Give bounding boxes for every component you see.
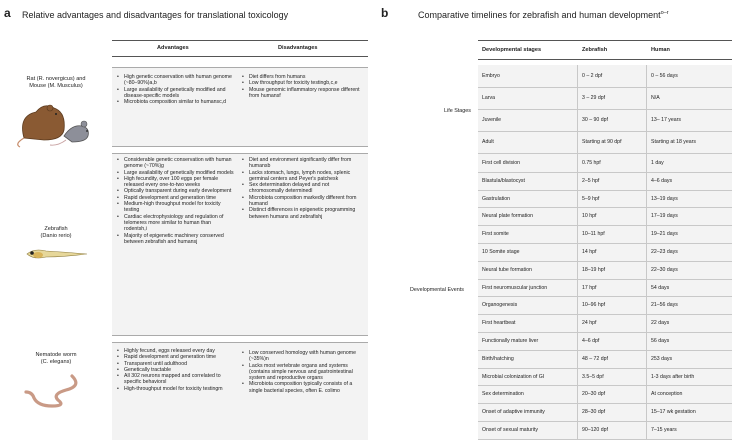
rodent-label: Rat (R. novergicus) and Mouse (M. Musculus) — [26, 76, 86, 89]
table-cell-human: 7–15 years — [651, 426, 677, 433]
list-item: • Microbiota composition similar to humansc,d — [117, 99, 235, 105]
table-row-divider — [478, 368, 732, 369]
table-cell-stage: Neural tube formation — [482, 266, 532, 273]
panel-b-header-rule — [478, 59, 732, 60]
table-row-divider — [478, 421, 732, 422]
table-row-divider — [478, 332, 732, 333]
list-item: • High fecundity, over 100 eggs per female released every one-to-two weeks — [117, 176, 235, 189]
table-cell-human: Starting at 18 years — [651, 139, 696, 145]
table-row-divider — [478, 314, 732, 315]
zebrafish-larva-illustration — [24, 246, 90, 262]
table-row-divider — [478, 261, 732, 262]
table-cell-human: 56 days — [651, 337, 670, 344]
table-cell-zebrafish: 10 hpf — [582, 213, 597, 220]
table-cell-human: 54 days — [651, 284, 670, 291]
list-item: • All 302 neurons mapped and correlated to specific behaviorsl — [117, 373, 235, 386]
panel-b-top-rule — [478, 40, 732, 41]
table-cell-stage: Embryo — [482, 73, 500, 79]
list-item: • Diet differs from humans — [242, 74, 364, 80]
table-row-divider — [478, 87, 732, 88]
table-cell-stage: Functionally mature liver — [482, 337, 539, 344]
list-item: • Low throughput for toxicity testingb,c,e — [242, 80, 364, 86]
table-cell-stage: First cell division — [482, 159, 521, 166]
list-item: • Considerable genetic conservation with human genome (~70%)g — [117, 157, 235, 170]
table-cell-human: 0 – 56 days — [651, 73, 678, 79]
table-cell-zebrafish: 48 – 72 dpf — [582, 355, 608, 362]
table-row-divider — [478, 172, 732, 173]
list-item: • Rapid development and generation time — [117, 195, 235, 201]
table-cell-human: 21–56 days — [651, 302, 678, 309]
table-cell-human: 22–30 days — [651, 266, 678, 273]
zebrafish-label: Zebrafish (Danio rerio) — [40, 226, 72, 239]
panel-a-header-rule — [112, 56, 368, 57]
table-cell-zebrafish: 28–30 dpf — [582, 409, 606, 416]
zebrafish-advantages-list — [117, 157, 235, 245]
table-row-divider — [478, 385, 732, 386]
table-cell-zebrafish: 20–30 dpf — [582, 391, 606, 398]
list-item: • Lacks stomach, lungs, lymph nodes, splenic germinal centers and Peyer's patchesk — [242, 170, 364, 183]
table-row-divider — [478, 225, 732, 226]
table-cell-human: 13–19 days — [651, 195, 678, 202]
life-stages-label: Life Stages — [444, 108, 471, 114]
table-row-divider — [478, 439, 732, 440]
list-item: • Low conserved homology with human genome (~35%)n — [242, 350, 364, 363]
table-cell-zebrafish: 2–5 hpf — [582, 177, 600, 184]
table-cell-stage: Adult — [482, 139, 494, 145]
table-cell-human: 22 days — [651, 320, 670, 327]
table-cell-human: At conception — [651, 391, 683, 398]
table-cell-human: 15–17 wk gestation — [651, 409, 696, 416]
list-item: • Rapid development and generation time — [117, 354, 235, 360]
table-cell-stage: Neural plate formation — [482, 213, 534, 220]
table-cell-human: 19–21 days — [651, 231, 678, 238]
table-cell-zebrafish: 14 hpf — [582, 248, 597, 255]
list-item: • Medium-high throughput model for toxicity testing — [117, 201, 235, 214]
list-item: • Large availability of genetically modified models — [117, 170, 235, 176]
table-row-divider — [478, 109, 732, 110]
table-cell-stage: Organogenesis — [482, 302, 518, 309]
developmental-events-label: Developmental Events — [410, 287, 464, 293]
zebrafish-disadvantages-list — [242, 157, 364, 220]
table-cell-human: N/A — [651, 95, 660, 101]
table-cell-zebrafish: 24 hpf — [582, 320, 597, 327]
table-cell-stage: Onset of adaptive immunity — [482, 409, 545, 416]
list-item: • Optically transparent during early development — [117, 188, 235, 194]
stage-header: Developmental stages — [482, 47, 542, 53]
table-cell-zebrafish: 0 – 2 dpf — [582, 73, 603, 79]
table-cell-stage: First somite — [482, 231, 509, 238]
list-item: • Microbiota composition typically consists of a single bacterial species, often E. colimo — [242, 381, 364, 394]
list-item: • Microbiota composition markedly different from humand — [242, 195, 364, 208]
table-cell-zebrafish: 30 – 90 dpf — [582, 117, 608, 123]
table-cell-zebrafish: 18–19 hpf — [582, 266, 606, 273]
list-item: • Mouse genomic inflammatory response different from humansf — [242, 87, 364, 100]
list-item: • Sex determination delayed and not chromosomally determinedl — [242, 182, 364, 195]
table-row-divider — [478, 190, 732, 191]
list-item: • Large availability of genetically modified and disease-specific models — [117, 87, 235, 100]
table-cell-stage: Sex determination — [482, 391, 524, 398]
life-stages-block — [478, 65, 732, 153]
nematode-advantages-list — [117, 348, 235, 392]
advantages-header: Advantages — [157, 45, 189, 51]
table-cell-human: 1 day — [651, 159, 664, 166]
table-row-divider — [478, 131, 732, 132]
table-cell-zebrafish: 10–11 hpf — [582, 231, 605, 238]
table-cell-zebrafish: 5–9 hpf — [582, 195, 600, 202]
list-item: • Cardiac electrophysiology and regulation of telomeres more similar to human than rodentsh,i — [117, 214, 235, 233]
panel-a-letter: a — [4, 6, 11, 20]
table-cell-stage: Microbial colonization of GI — [482, 373, 545, 380]
panel-a-top-rule — [112, 40, 368, 41]
panel-a-title: Relative advantages and disadvantages for translational toxicology — [22, 10, 289, 20]
table-cell-zebrafish: Starting at 90 dpf — [582, 139, 622, 145]
list-item: • Transparent until adulthood — [117, 361, 235, 367]
table-cell-zebrafish: 4–6 dpf — [582, 337, 600, 344]
developmental-events-block — [478, 154, 732, 442]
list-item: • High genetic conservation with human genome (~80–90%)a,b — [117, 74, 235, 87]
list-item: • High-throughput model for toxicity testingm — [117, 386, 235, 392]
list-item: • Majority of epigenetic machinery conserved between zebrafish and humansj — [117, 233, 235, 246]
nematode-label: Nematode worm (C. elegans) — [35, 352, 77, 365]
table-cell-human: 253 days — [651, 355, 673, 362]
table-row-divider — [478, 279, 732, 280]
table-cell-human: 17–19 days — [651, 213, 678, 220]
table-cell-human: 1-3 days after birth — [651, 373, 695, 380]
table-cell-zebrafish: 17 hpf — [582, 284, 597, 291]
table-cell-stage: First neuromuscular junction — [482, 284, 548, 291]
table-cell-zebrafish: 3.5–5 dpf — [582, 373, 604, 380]
table-cell-stage: Onset of sexual maturity — [482, 426, 538, 433]
table-cell-stage: Gastrulation — [482, 195, 510, 202]
table-cell-zebrafish: 90–120 dpf — [582, 426, 608, 433]
table-cell-stage: Larva — [482, 95, 495, 101]
panel-b-title: Comparative timelines for zebrafish and human development$^{o-r}$ — [418, 10, 669, 20]
disadvantages-header: Disadvantages — [278, 45, 318, 51]
list-item: • Distinct differences in epigenetic programming between humans and zebrafishj — [242, 207, 364, 220]
list-item: • Lacks most vertebrate organs and systems (contains simple nervous and gastrointestinal system and reproductive organs — [242, 363, 364, 382]
table-cell-zebrafish: 3 – 29 dpf — [582, 95, 606, 101]
table-row-divider — [478, 350, 732, 351]
zebrafish-header: Zebrafish — [582, 47, 608, 53]
table-cell-stage: Blastula/blastocyst — [482, 177, 525, 184]
table-cell-human: 4–6 days — [651, 177, 673, 184]
human-header: Human — [651, 47, 670, 53]
rodent-advantages-list — [117, 74, 235, 105]
list-item: • Highly fecund, eggs released every day — [117, 348, 235, 354]
table-row-divider — [478, 243, 732, 244]
table-cell-stage: Juvenile — [482, 117, 502, 123]
list-item: • Diet and environment significantly differ from humansb — [242, 157, 364, 170]
panel-b-letter: b — [381, 6, 389, 20]
table-cell-human: 13– 17 years — [651, 117, 681, 123]
list-item: • Genetically tractable — [117, 367, 235, 373]
rat-mouse-illustration — [14, 94, 98, 148]
nematode-illustration — [22, 372, 82, 410]
table-cell-human: 22–23 days — [651, 248, 678, 255]
table-cell-stage: First heartbeat — [482, 320, 516, 327]
table-cell-stage: Birth/hatching — [482, 355, 514, 362]
table-cell-zebrafish: 0.75 hpf — [582, 159, 601, 166]
nematode-disadvantages-list — [242, 350, 364, 394]
table-row-divider — [478, 403, 732, 404]
rodent-disadvantages-list — [242, 74, 364, 99]
table-cell-stage: 10 Somite stage — [482, 248, 520, 255]
table-cell-zebrafish: 10–96 hpf — [582, 302, 606, 309]
table-row-divider — [478, 296, 732, 297]
table-row-divider — [478, 207, 732, 208]
